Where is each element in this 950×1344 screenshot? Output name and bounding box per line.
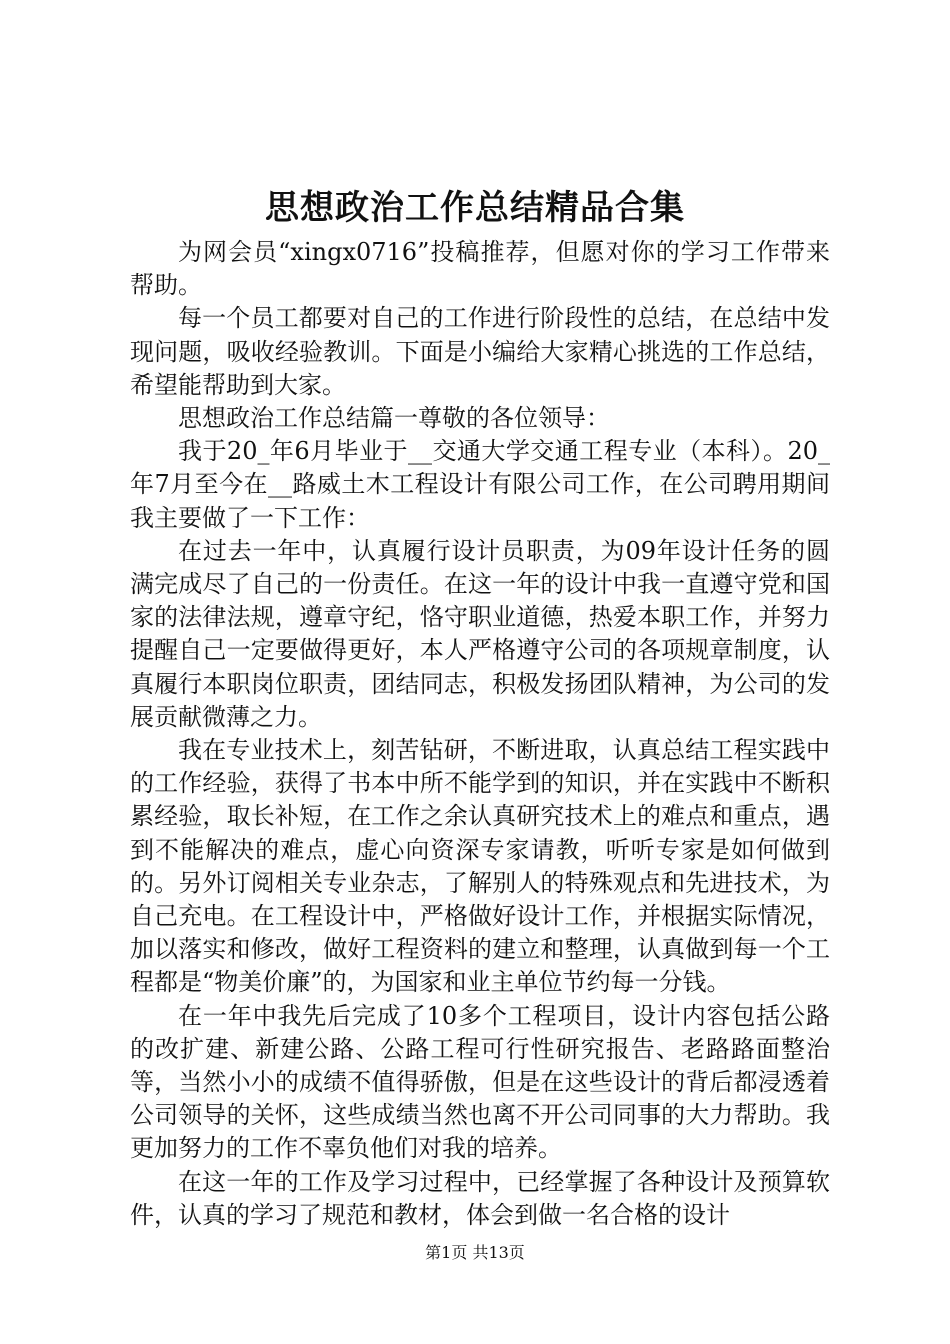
paragraph: 我在专业技术上，刻苦钻研，不断进取，认真总结工程实践中的工作经验，获得了书本中所不能学到的知识，并在实践中不断积累经验，取长补短，在工作之余认真研究技术上的难点和重点，遇到不能解决的难点，虚心向资深专家请教，听听专家是如何做到的。另外订阅相关专业杂志，了解别人的特殊观点和先进技术，为自己充电。在工程设计中，严格做好设计工作，并根据实际情况，加以落实和修改，做好工程资料的建立和整理，认真做到每一个工程都是“物美价廉”的，为国家和业主单位节约每一分钱。 — [130, 736, 830, 997]
page-number-footer: 第1页 共13页 — [425, 1243, 525, 1262]
paragraph: 在这一年的工作及学习过程中，已经掌握了各种设计及预算软件，认真的学习了规范和教材，体会到做一名合格的设计 — [130, 1167, 830, 1229]
paragraph: 每一个员工都要对自己的工作进行阶段性的总结，在总结中发现问题，吸收经验教训。下面是小编给大家精心挑选的工作总结，希望能帮助到大家。 — [130, 304, 830, 399]
paragraph: 在一年中我先后完成了10多个工程项目，设计内容包括公路的改扩建、新建公路、公路工程可行性研究报告、老路路面整治等，当然小小的成绩不值得骄傲，但是在这些设计的背后都浸透着公司领导的关怀，这些成绩当然也离不开公司同事的大力帮助。我更加努力的工作不辜负他们对我的培养。 — [130, 1001, 830, 1163]
document-body — [130, 236, 830, 1232]
paragraph: 我于20_年6月毕业于__交通大学交通工程专业（本科）。20_年7月至今在__路威土木工程设计有限公司工作，在公司聘用期间我主要做了一下工作： — [130, 437, 830, 532]
paragraph: 思想政治工作总结篇一尊敬的各位领导： — [178, 404, 610, 433]
paragraph: 在过去一年中，认真履行设计员职责，为09年设计任务的圆满完成尽了自己的一份责任。在这一年的设计中我一直遵守党和国家的法律法规，遵章守纪，恪守职业道德，热爱本职工作，并努力提醒自己一定要做得更好，本人严格遵守公司的各项规章制度，认真履行本职岗位职责，团结同志，积极发扬团队精神，为公司的发展贡献微薄之力。 — [130, 536, 830, 731]
document-title: 思想政治工作总结精品合集 — [265, 188, 685, 228]
paragraph: 为网会员“xingx0716”投稿推荐，但愿对你的学习工作带来帮助。 — [130, 238, 830, 300]
